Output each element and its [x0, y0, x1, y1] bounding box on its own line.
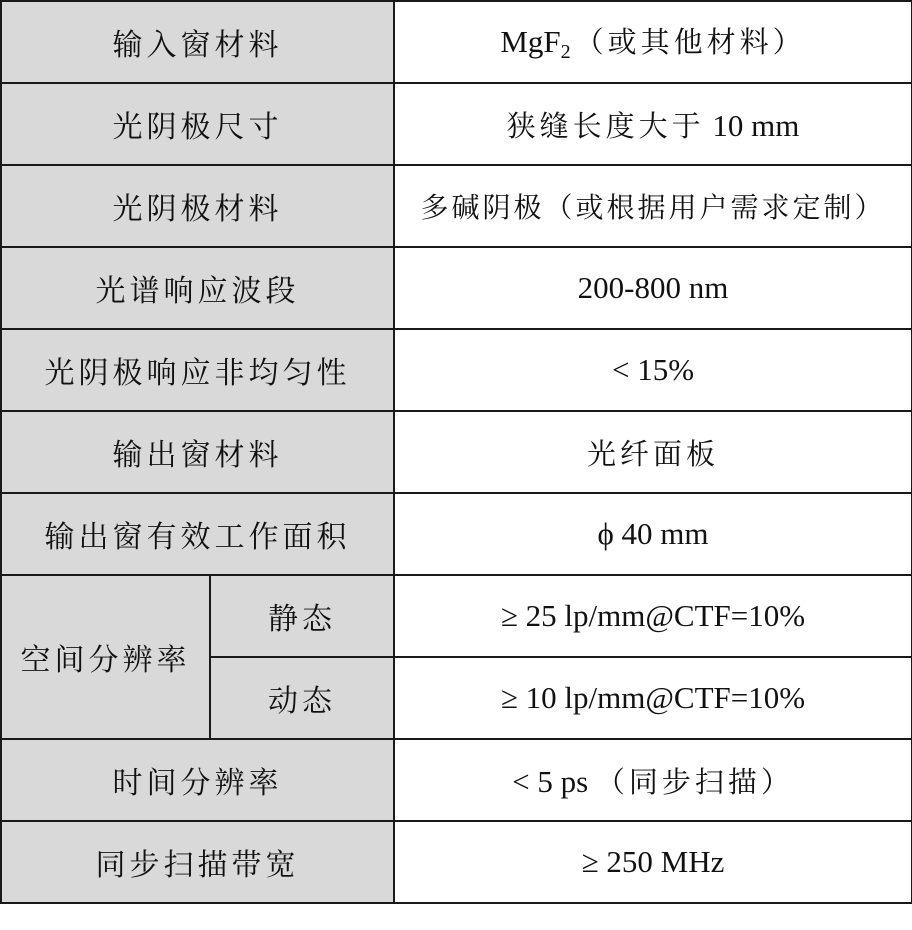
row-label: 输入窗材料 — [1, 1, 394, 83]
row-value: ϕ 40 mm — [394, 493, 912, 575]
row-label: 光谱响应波段 — [1, 247, 394, 329]
value-subscript: 2 — [560, 41, 575, 63]
row-value: 多碱阴极（或根据用户需求定制） — [394, 165, 912, 247]
value-text: 狭缝长度大于 — [506, 108, 705, 143]
row-label: 时间分辨率 — [1, 739, 394, 821]
row-label: 光阴极尺寸 — [1, 83, 394, 165]
table-row — [1, 821, 912, 903]
table-row — [1, 411, 912, 493]
table-row — [1, 493, 912, 575]
row-label-group: 空间分辨率 — [1, 575, 210, 739]
table-row — [1, 83, 912, 165]
row-value: 光纤面板 — [394, 411, 912, 493]
row-value: ≥ 25 lp/mm@CTF=10% — [394, 575, 912, 657]
table-row — [1, 165, 912, 247]
row-sublabel: 动态 — [210, 657, 394, 739]
table-row — [1, 739, 912, 821]
row-value — [394, 1, 912, 83]
row-value: 200-800 nm — [394, 247, 912, 329]
row-label: 输出窗有效工作面积 — [1, 493, 394, 575]
value-note: （同步扫描） — [595, 764, 794, 799]
value-number: < 5 ps — [512, 763, 596, 799]
table-row — [1, 575, 912, 657]
row-label: 输出窗材料 — [1, 411, 394, 493]
table-row — [1, 1, 912, 83]
table-row — [1, 247, 912, 329]
row-label: 光阴极响应非均匀性 — [1, 329, 394, 411]
row-value: ≥ 250 MHz — [394, 821, 912, 903]
table-row — [1, 329, 912, 411]
row-sublabel: 静态 — [210, 575, 394, 657]
value-formula: MgF — [500, 24, 561, 59]
value-number: 10 mm — [704, 107, 800, 143]
row-value: < 15% — [394, 329, 912, 411]
row-value: ≥ 10 lp/mm@CTF=10% — [394, 657, 912, 739]
row-value — [394, 83, 912, 165]
value-note: （或其他材料） — [574, 25, 806, 59]
row-value — [394, 739, 912, 821]
row-label: 光阴极材料 — [1, 165, 394, 247]
row-label: 同步扫描带宽 — [1, 821, 394, 903]
